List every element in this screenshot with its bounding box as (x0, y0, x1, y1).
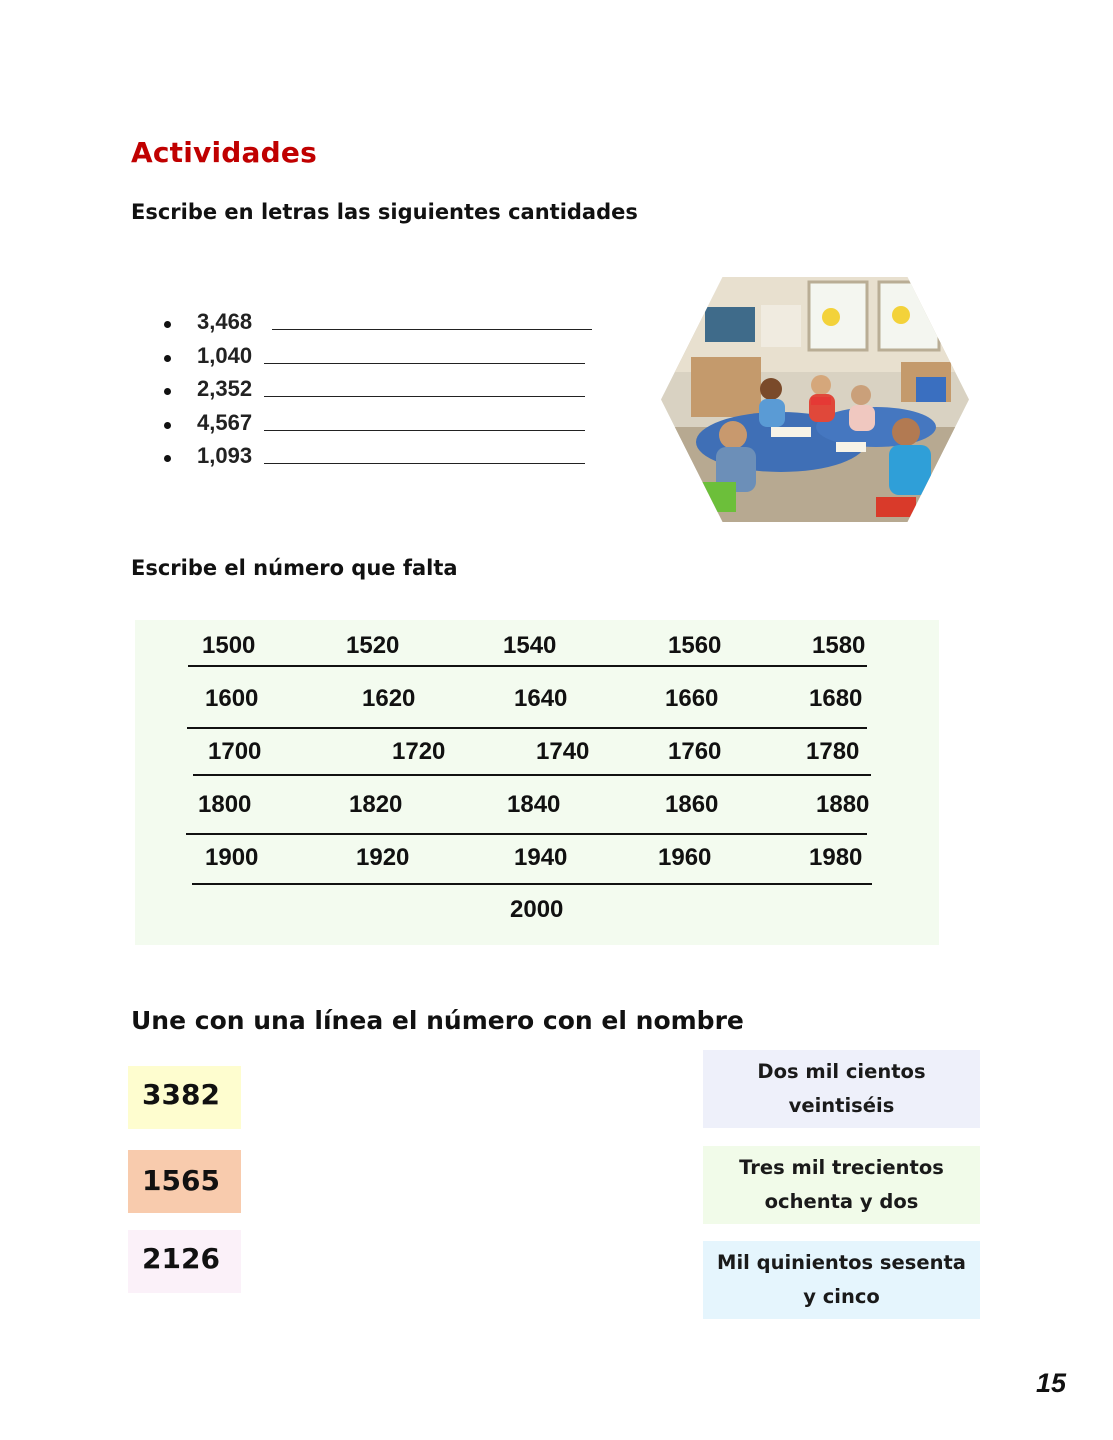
sequence-number: 1560 (668, 632, 722, 659)
quantity-value: 4,567 (197, 409, 253, 435)
section-heading-write-words: Escribe en letras las siguientes cantidades (131, 200, 638, 224)
row-divider (186, 833, 867, 835)
sequence-number: 1920 (356, 844, 410, 871)
sequence-number: 1660 (665, 685, 719, 712)
sequence-number: 1520 (346, 632, 400, 659)
sequence-number: 1500 (202, 632, 256, 659)
sequence-number: 1980 (809, 844, 863, 871)
section-heading-match: Une con una línea el número con el nombre (131, 1006, 744, 1035)
list-item (164, 308, 604, 342)
quantity-value: 3,468 (197, 309, 253, 334)
bullet-icon (164, 321, 171, 328)
sequence-number: 1800 (198, 791, 252, 818)
bullet-icon (164, 355, 171, 362)
bullet-icon (164, 422, 171, 429)
list-item (164, 342, 604, 376)
page-title: Actividades (131, 136, 317, 169)
sequence-number: 1820 (349, 791, 403, 818)
answer-line[interactable] (264, 396, 585, 397)
quantity-list (164, 308, 604, 476)
row-divider (188, 665, 867, 667)
sequence-number: 1860 (665, 791, 719, 818)
sequence-number: 1940 (514, 844, 568, 871)
answer-line[interactable] (264, 363, 585, 364)
sequence-number: 1720 (392, 738, 446, 765)
match-name-box[interactable]: Tres mil trecientos ochenta y dos (703, 1146, 980, 1224)
list-item (164, 442, 604, 476)
sequence-number: 1680 (809, 685, 863, 712)
match-number-box[interactable]: 2126 (128, 1230, 241, 1293)
sequence-number: 1580 (812, 632, 866, 659)
sequence-number: 1900 (205, 844, 259, 871)
sequence-number: 1620 (362, 685, 416, 712)
quantity-value: 2,352 (197, 376, 253, 401)
match-name-box[interactable]: Mil quinientos sesenta y cinco (703, 1241, 980, 1319)
sequence-number: 2000 (510, 896, 564, 923)
sequence-number: 1760 (668, 738, 722, 765)
sequence-number: 1780 (806, 738, 860, 765)
answer-line[interactable] (264, 463, 585, 464)
sequence-number: 1700 (208, 738, 262, 765)
sequence-number: 1640 (514, 685, 568, 712)
sequence-number: 1960 (658, 844, 712, 871)
answer-line[interactable] (264, 430, 585, 431)
sequence-number: 1880 (816, 791, 870, 818)
sequence-number: 1840 (507, 791, 561, 818)
sequence-number: 1600 (205, 685, 259, 712)
page-number: 15 (1036, 1368, 1067, 1398)
match-name-box[interactable]: Dos mil cientos veintiséis (703, 1050, 980, 1128)
row-divider (192, 883, 872, 885)
match-number-box[interactable]: 3382 (128, 1066, 241, 1129)
classroom-photo (661, 277, 969, 522)
bullet-icon (164, 455, 171, 462)
sequence-number: 1540 (503, 632, 557, 659)
list-item (164, 409, 604, 443)
list-item (164, 375, 604, 409)
quantity-value: 1,093 (197, 443, 253, 468)
section-heading-missing-number: Escribe el número que falta (131, 556, 458, 580)
row-divider (193, 774, 871, 776)
bullet-icon (164, 388, 171, 395)
quantity-value: 1,040 (197, 342, 253, 368)
row-divider (187, 727, 867, 729)
answer-line[interactable] (272, 329, 592, 330)
sequence-number: 1740 (536, 738, 590, 765)
match-number-box[interactable]: 1565 (128, 1150, 241, 1213)
